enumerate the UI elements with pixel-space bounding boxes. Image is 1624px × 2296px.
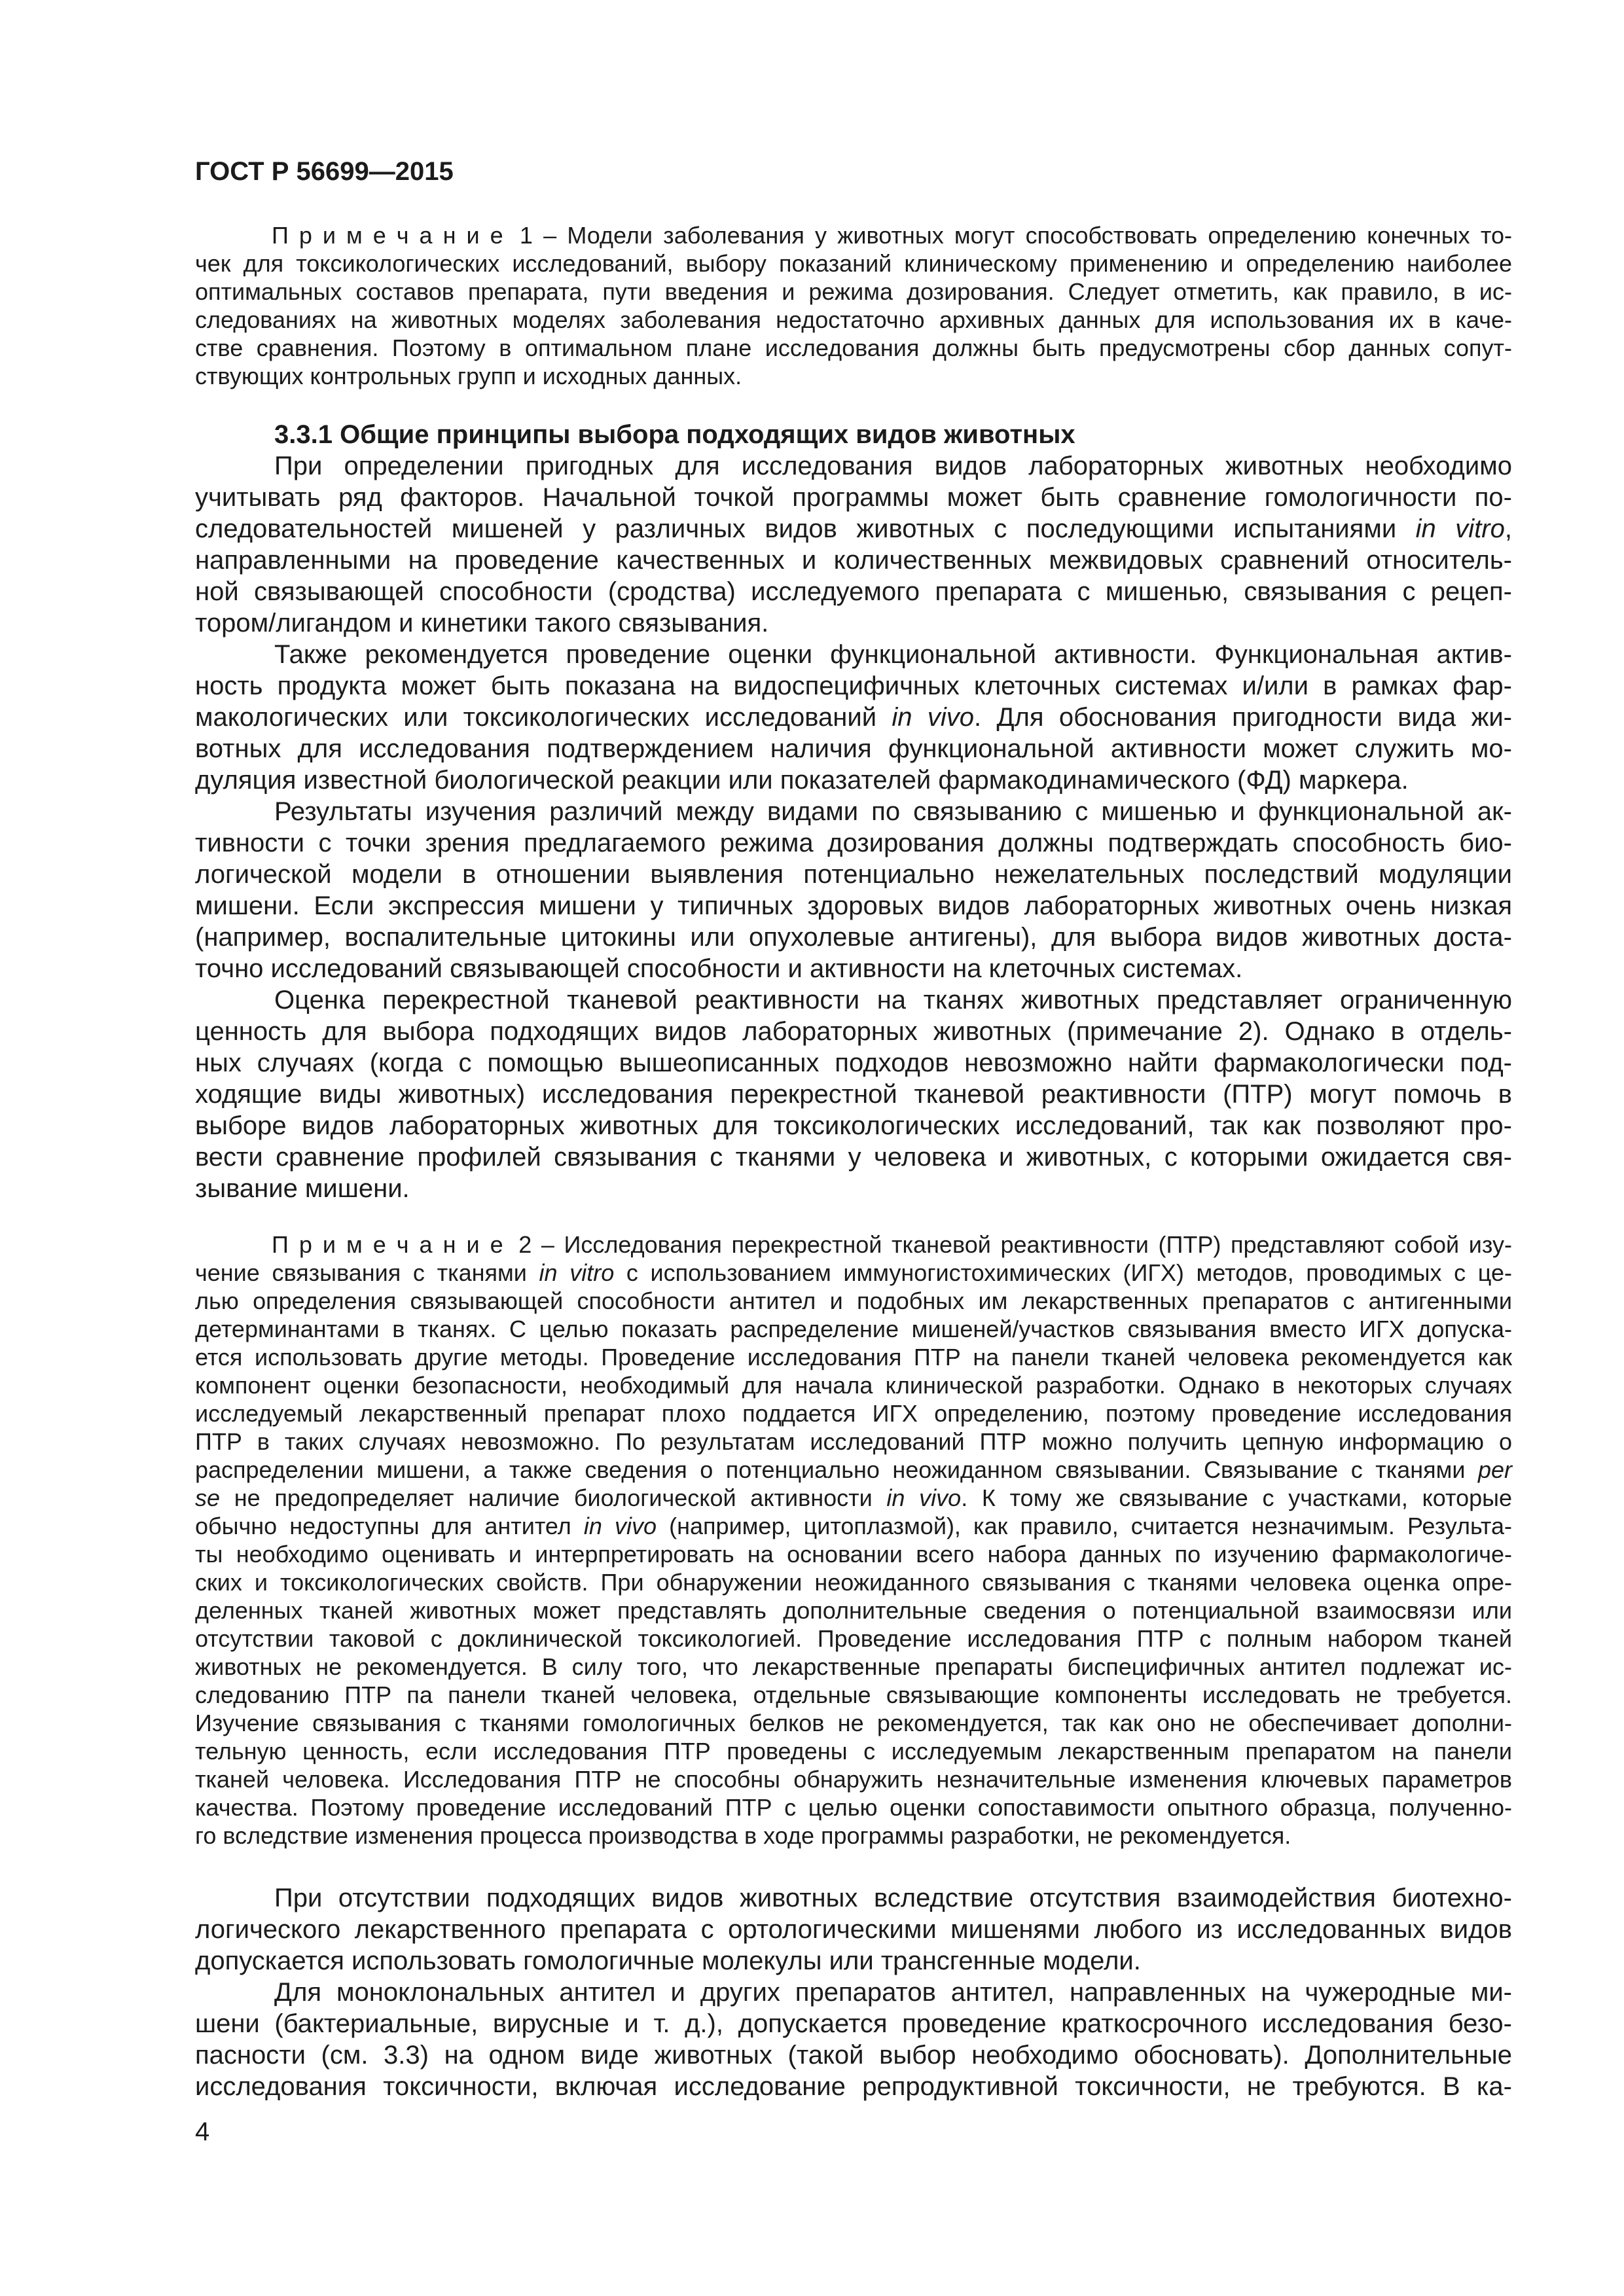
text-run: . К тому же связывание с участками, которые bbox=[961, 1484, 1513, 1511]
text-line bbox=[195, 1484, 1512, 1512]
text-line bbox=[195, 1624, 1512, 1653]
text-run: тканей человека. Исследования ПТР не способны обнаружить незначительные изменения ключевых параметров bbox=[195, 1766, 1512, 1793]
text-line bbox=[195, 1512, 1512, 1540]
text-line bbox=[195, 827, 1512, 859]
text-run: детерминантами в тканях. С целью показать распределение мишеней/участков связывания вместо ИГХ допуска- bbox=[195, 1316, 1512, 1342]
text-run: выборе видов лабораторных животных для токсикологических исследований, так как позволяют про- bbox=[195, 1111, 1512, 1140]
paragraph bbox=[195, 1882, 1512, 1977]
text-run: животных не рекомендуется. В силу того, что лекарственные препараты биспецифичных антител подлежат ис- bbox=[195, 1653, 1512, 1680]
paragraph bbox=[195, 639, 1512, 796]
text-line bbox=[195, 1568, 1512, 1596]
italic-term: in vitro bbox=[1415, 514, 1505, 543]
text-line bbox=[195, 450, 1512, 482]
text-line bbox=[195, 1914, 1512, 1945]
text-line bbox=[195, 2071, 1512, 2102]
text-run: ность продукта может быть показана на видоспецифичных клеточных системах и/или в рамках фар- bbox=[195, 672, 1512, 700]
text-line bbox=[195, 1793, 1512, 1821]
note-label: П р и м е ч а н и е bbox=[272, 1231, 505, 1258]
text-line bbox=[195, 2039, 1512, 2071]
italic-term: in vivo bbox=[886, 1484, 962, 1511]
text-line bbox=[195, 1596, 1512, 1624]
text-line bbox=[195, 1681, 1512, 1709]
text-run: ствующих контрольных групп и исходных данных. bbox=[195, 363, 742, 389]
text-run: учитывать ряд факторов. Начальной точкой программы может быть сравнение гомологичности по- bbox=[195, 483, 1512, 512]
italic-term: se bbox=[195, 1484, 221, 1511]
text-run: ной связывающей способности (сродства) исследуемого препарата с мишенью, связывания с рецеп- bbox=[195, 577, 1512, 606]
text-line bbox=[195, 1737, 1512, 1765]
continued-text bbox=[195, 1882, 1512, 2102]
text-line bbox=[195, 1945, 1512, 1977]
text-run: Для моноклональных антител и других препаратов антител, направленных на чужеродные ми- bbox=[274, 1978, 1512, 2007]
text-line bbox=[195, 890, 1512, 922]
text-line bbox=[195, 221, 1512, 249]
text-run: го вследствие изменения процесса производства в ходе программы разработки, не рекомендуется. bbox=[195, 1822, 1291, 1849]
italic-term: in vivo bbox=[892, 703, 974, 732]
text-run: следованиях на животных моделях заболевания недостаточно архивных данных для использования их в каче- bbox=[195, 306, 1512, 333]
text-run: ходящие виды животных) исследования перекрестной тканевой реактивности (ПТР) могут помочь в bbox=[195, 1080, 1512, 1109]
text-run: . Для обоснования пригодности вида жи- bbox=[974, 703, 1512, 732]
text-run: отсутствии таковой с доклинической токсикологией. Проведение исследования ПТР с полным набором тканей bbox=[195, 1625, 1512, 1652]
italic-term: per bbox=[1477, 1456, 1512, 1483]
paragraph bbox=[195, 450, 1512, 639]
text-line bbox=[195, 1765, 1512, 1793]
text-run: Результаты изучения различий между видами по связыванию с мишенью и функциональной ак- bbox=[274, 797, 1512, 826]
text-line bbox=[195, 639, 1512, 670]
text-line bbox=[195, 984, 1512, 1016]
paragraph bbox=[195, 984, 1512, 1204]
section-heading: 3.3.1 Общие принципы выбора подходящих видов животных bbox=[274, 420, 1075, 449]
text-run: лью определения связывающей способности антител и подобных им лекарственных препаратов с антигенными bbox=[195, 1287, 1512, 1314]
text-run: вотных для исследования подтверждением наличия функциональной активности может служить мо- bbox=[195, 734, 1512, 763]
text-line bbox=[195, 859, 1512, 890]
text-line bbox=[195, 1259, 1512, 1287]
text-run: ты необходимо оценивать и интерпретировать на основании всего набора данных по изучению фармакологиче- bbox=[195, 1541, 1512, 1568]
page-number: 4 bbox=[195, 2117, 210, 2146]
text-line bbox=[195, 1141, 1512, 1173]
text-run: логического лекарственного препарата с ортологическими мишенями любого из исследованных видов bbox=[195, 1915, 1512, 1944]
text-run: оптимальных составов препарата, пути введения и режима дозирования. Следует отметить, как правило, в ис- bbox=[195, 278, 1512, 305]
text-line bbox=[195, 1287, 1512, 1315]
text-line bbox=[195, 1371, 1512, 1399]
text-line bbox=[195, 1709, 1512, 1737]
text-line bbox=[195, 513, 1512, 545]
text-line bbox=[195, 702, 1512, 733]
text-run: пасности (см. 3.3) на одном виде животных (такой выбор необходимо обосновать). Дополнительные bbox=[195, 2041, 1512, 2070]
text-run: (например, цитоплазмой), как правило, считается незначимым. Результа- bbox=[657, 1513, 1513, 1539]
text-line bbox=[195, 1315, 1512, 1343]
text-run: исследования токсичности, включая исследование репродуктивной токсичности, не требуются. В ка- bbox=[195, 2072, 1512, 2101]
text-line bbox=[195, 306, 1512, 334]
text-run: Изучение связывания с тканями гомологичных белков не рекомендуется, так как оно не обеспечивает дополни- bbox=[195, 1710, 1512, 1736]
text-run: тивности с точки зрения предлагаемого режима дозирования должны подтверждать способность био- bbox=[195, 829, 1512, 857]
section-body bbox=[195, 450, 1512, 1204]
text-run: логической модели в отношении выявления потенциально нежелательных последствий модуляции bbox=[195, 860, 1512, 889]
text-run: зывание мишени. bbox=[195, 1174, 410, 1203]
text-run: макологических или токсикологических исследований bbox=[195, 703, 892, 732]
text-run: При определении пригодных для исследования видов лабораторных животных необходимо bbox=[274, 452, 1512, 480]
text-run: направленными на проведение качественных и количественных межвидовых сравнений относитель- bbox=[195, 546, 1512, 575]
text-run: качества. Поэтому проведение исследований ПТР с целью оценки сопоставимости опытного образца, полученно- bbox=[195, 1794, 1512, 1821]
text-run: ных случаях (когда с помощью вышеописанных подходов невозможно найти фармакологически под- bbox=[195, 1049, 1512, 1077]
text-run: , bbox=[1504, 514, 1513, 543]
text-line bbox=[195, 953, 1512, 984]
text-line bbox=[195, 1173, 1512, 1204]
italic-term: in vitro bbox=[539, 1259, 615, 1286]
text-run: распределении мишени, а также сведения о потенциально неожиданном связывании. Связывание с тканями bbox=[195, 1456, 1478, 1483]
text-run: дуляция известной биологической реакции или показателей фармакодинамического (ФД) маркера. bbox=[195, 766, 1409, 795]
paragraph bbox=[195, 1977, 1512, 2102]
text-line bbox=[195, 1977, 1512, 2008]
text-run: 1 – Модели заболевания у животных могут способствовать определению конечных то- bbox=[519, 222, 1512, 249]
text-run: Также рекомендуется проведение оценки функциональной активности. Функциональная актив- bbox=[274, 640, 1512, 669]
text-run: следовательностей мишеней у различных видов животных с последующими испытаниями bbox=[195, 514, 1416, 543]
text-line bbox=[195, 1456, 1512, 1484]
paragraph bbox=[195, 796, 1512, 984]
text-line bbox=[195, 1653, 1512, 1681]
text-run: тельную ценность, если исследования ПТР проведены с исследуемым лекарственным препаратом на панели bbox=[195, 1738, 1512, 1765]
text-line bbox=[195, 1399, 1512, 1427]
text-run: вести сравнение профилей связывания с тканями у человека и животных, с которыми ожидается свя- bbox=[195, 1143, 1512, 1172]
text-line bbox=[195, 764, 1512, 796]
note-1 bbox=[195, 221, 1512, 390]
text-line bbox=[195, 670, 1512, 702]
text-line bbox=[195, 1540, 1512, 1568]
text-run: 2 – Исследования перекрестной тканевой реактивности (ПТР) представляют собой изу- bbox=[518, 1231, 1512, 1258]
text-line bbox=[195, 576, 1512, 607]
note-2 bbox=[195, 1230, 1512, 1850]
section-3-3-1 bbox=[195, 419, 1512, 1204]
text-line bbox=[195, 482, 1512, 513]
italic-term: in vivo bbox=[583, 1513, 657, 1539]
text-line bbox=[195, 1047, 1512, 1079]
text-run: допускается использовать гомологичные молекулы или трансгенные модели. bbox=[195, 1946, 1141, 1975]
text-line bbox=[195, 334, 1512, 362]
text-line bbox=[195, 249, 1512, 278]
text-line bbox=[195, 1110, 1512, 1141]
text-run: стве сравнения. Поэтому в оптимальном плане исследования должны быть предусмотрены сбор данных сопут- bbox=[195, 334, 1512, 361]
text-line bbox=[195, 1427, 1512, 1456]
text-line bbox=[195, 1016, 1512, 1047]
text-line bbox=[195, 1079, 1512, 1110]
text-run: ПТР в таких случаях невозможно. По результатам исследований ПТР можно получить цепную информацию о bbox=[195, 1428, 1512, 1455]
text-run: чение связывания с тканями bbox=[195, 1259, 539, 1286]
text-run: с использованием иммуногистохимических (ИГХ) методов, проводимых с це- bbox=[614, 1259, 1513, 1286]
text-run: следованию ПТР па панели тканей человека, отдельные связывающие компоненты исследовать не требуется. bbox=[195, 1681, 1512, 1708]
text-run: шени (бактериальные, вирусные и т. д.), допускается проведение краткосрочного исследования безо- bbox=[195, 2009, 1512, 2038]
text-run: При отсутствии подходящих видов животных вследствие отсутствия взаимодействия биотехно- bbox=[274, 1884, 1512, 1912]
text-line bbox=[195, 922, 1512, 953]
text-line bbox=[195, 607, 1512, 639]
text-line bbox=[195, 1230, 1512, 1259]
text-run: обычно недоступны для антител bbox=[195, 1513, 584, 1539]
text-run: не предопределяет наличие биологической активности bbox=[220, 1484, 887, 1511]
text-line bbox=[195, 733, 1512, 764]
text-run: чек для токсикологических исследований, выбору показаний клиническому применению и определению наиболее bbox=[195, 250, 1512, 277]
text-line bbox=[195, 1343, 1512, 1371]
text-run: исследуемый лекарственный препарат плохо поддается ИГХ определению, поэтому проведение исследования bbox=[195, 1400, 1512, 1427]
text-run: ценность для выбора подходящих видов лабораторных животных (примечание 2). Однако в отдель- bbox=[195, 1017, 1512, 1046]
text-line bbox=[195, 1882, 1512, 1914]
note-label: П р и м е ч а н и е bbox=[272, 222, 505, 249]
text-run: компонент оценки безопасности, необходимый для начала клинической разработки. Однако в некоторых случаях bbox=[195, 1372, 1512, 1399]
text-run: мишени. Если экспрессия мишени у типичных здоровых видов лабораторных животных очень низкая bbox=[195, 891, 1512, 920]
text-run: ется использовать другие методы. Проведение исследования ПТР на панели тканей человека рекомендуется как bbox=[195, 1344, 1512, 1371]
text-run: деленных тканей животных может представлять дополнительные сведения о потенциальной взаимосвязи или bbox=[195, 1597, 1512, 1624]
text-run: тором/лигандом и кинетики такого связывания. bbox=[195, 609, 769, 637]
text-run: ских и токсикологических свойств. При обнаружении неожиданного связывания с тканями человека оценка опре- bbox=[195, 1569, 1512, 1596]
text-run: точно исследований связывающей способности и активности на клеточных системах. bbox=[195, 954, 1243, 983]
text-line bbox=[195, 2008, 1512, 2039]
text-line bbox=[195, 545, 1512, 576]
standard-code-header: ГОСТ Р 56699—2015 bbox=[195, 157, 454, 186]
text-line bbox=[195, 362, 1512, 390]
text-run: Оценка перекрестной тканевой реактивности на тканях животных представляет ограниченную bbox=[274, 986, 1512, 1014]
text-run: (например, воспалительные цитокины или опухолевые антигены), для выбора видов животных доста- bbox=[195, 923, 1512, 952]
text-line bbox=[195, 278, 1512, 306]
text-line bbox=[195, 796, 1512, 827]
text-line bbox=[195, 1821, 1512, 1850]
